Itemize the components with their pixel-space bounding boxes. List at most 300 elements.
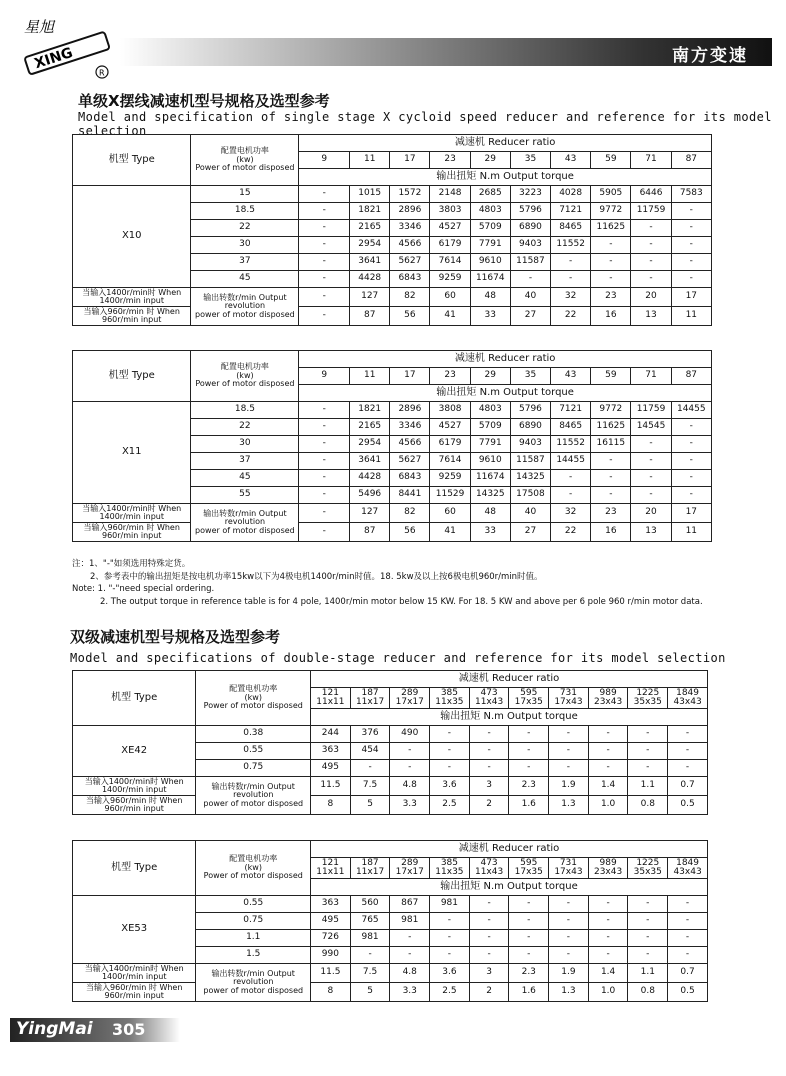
rev-cell: 2 bbox=[469, 796, 509, 815]
torque-cell: - bbox=[469, 913, 509, 930]
torque-cell: 3223 bbox=[510, 186, 550, 203]
ratio-value: 595 bbox=[520, 857, 538, 868]
torque-cell: 16115 bbox=[591, 436, 631, 453]
rev-cell: 16 bbox=[591, 307, 631, 326]
rev-cell: 48 bbox=[470, 504, 510, 523]
output-rev-label: 输出转数r/min Output revolution bbox=[211, 968, 295, 987]
note-line: 2、参考表中的输出扭矩是按电机功率15kw以下为4极电机1400r/min时值。18. 5kw及以上按6极电机960r/min时值。 bbox=[90, 571, 543, 582]
output-power-label: power of motor disposed bbox=[203, 985, 304, 995]
rev-cell: 33 bbox=[470, 307, 510, 326]
torque-cell: 14455 bbox=[551, 453, 591, 470]
torque-cell: 765 bbox=[350, 913, 390, 930]
torque-cell: - bbox=[430, 930, 470, 947]
torque-cell: 5496 bbox=[350, 487, 390, 504]
logo-mark: XING bbox=[32, 44, 75, 73]
torque-cell: - bbox=[668, 760, 708, 777]
rev-cell: 32 bbox=[551, 504, 591, 523]
rev-cell: 82 bbox=[390, 288, 430, 307]
output-rev-header bbox=[196, 777, 311, 815]
torque-cell: 5796 bbox=[510, 402, 550, 419]
single-stage-title-en: Model and specification of single stage X cycloid speed reducer and reference for its model selection bbox=[78, 110, 772, 138]
ratio-cell bbox=[390, 858, 430, 879]
power-cell: 18.5 bbox=[191, 203, 299, 220]
torque-cell: - bbox=[631, 220, 671, 237]
torque-cell: - bbox=[671, 220, 711, 237]
output-rev-header bbox=[191, 504, 299, 542]
torque-cell: 9403 bbox=[510, 237, 550, 254]
rev-cell: 16 bbox=[591, 523, 631, 542]
torque-cell: 3641 bbox=[350, 453, 390, 470]
ratio-value: 1225 bbox=[636, 687, 660, 698]
power-cell: 1.1 bbox=[196, 930, 311, 947]
torque-cell: - bbox=[469, 947, 509, 964]
power-label-unit: (kw) bbox=[236, 154, 254, 164]
torque-cell: 5627 bbox=[390, 254, 430, 271]
ratio-cell bbox=[668, 858, 708, 879]
rev-cell: 1.3 bbox=[549, 796, 589, 815]
torque-cell: 9772 bbox=[591, 203, 631, 220]
banner-title: 南方变速 bbox=[672, 46, 748, 66]
rev-cell: 1.1 bbox=[628, 777, 668, 796]
rev-cell: 60 bbox=[430, 288, 470, 307]
power-cell: 0.55 bbox=[196, 743, 311, 760]
rev-cell: 60 bbox=[430, 504, 470, 523]
ratio-cell bbox=[311, 688, 351, 709]
torque-cell: 8441 bbox=[390, 487, 430, 504]
torque-cell: - bbox=[668, 947, 708, 964]
rev-cell: 22 bbox=[551, 523, 591, 542]
ratio-factors: 43x43 bbox=[673, 867, 702, 877]
ratio-cell: 17 bbox=[390, 152, 430, 169]
rev-cell: 5 bbox=[350, 796, 390, 815]
rev-cell: 1.9 bbox=[549, 964, 589, 983]
ratio-value: 473 bbox=[480, 857, 498, 868]
torque-cell: - bbox=[430, 743, 470, 760]
rev-cell: 2.3 bbox=[509, 777, 549, 796]
rev-cell: 4.8 bbox=[390, 964, 430, 983]
torque-cell: 2685 bbox=[470, 186, 510, 203]
power-cell: 22 bbox=[191, 419, 299, 436]
torque-cell: 560 bbox=[350, 896, 390, 913]
ratio-value: 473 bbox=[480, 687, 498, 698]
torque-cell: 4428 bbox=[350, 470, 390, 487]
power-cell: 30 bbox=[191, 436, 299, 453]
model-name: X10 bbox=[73, 186, 191, 288]
output-power-label: power of motor disposed bbox=[203, 798, 304, 808]
rev-cell: 41 bbox=[430, 523, 470, 542]
output-rev-header bbox=[191, 288, 299, 326]
brand-logo bbox=[20, 14, 116, 82]
torque-cell: - bbox=[299, 419, 350, 436]
header-banner bbox=[120, 38, 772, 66]
torque-cell: - bbox=[628, 913, 668, 930]
torque-cell: - bbox=[509, 896, 549, 913]
torque-cell: - bbox=[628, 726, 668, 743]
rev-cell: 1.4 bbox=[588, 964, 628, 983]
torque-cell: - bbox=[549, 760, 589, 777]
power-header bbox=[196, 841, 311, 896]
torque-cell: - bbox=[671, 254, 711, 271]
output-rev-label: 输出转数r/min Output revolution bbox=[203, 292, 287, 311]
torque-cell: - bbox=[668, 896, 708, 913]
note-line: Note: 1. "-"need special ordering. bbox=[72, 584, 215, 594]
ratio-value: 1225 bbox=[636, 857, 660, 868]
torque-cell: 490 bbox=[390, 726, 430, 743]
torque-cell: 11552 bbox=[551, 436, 591, 453]
torque-cell: - bbox=[549, 947, 589, 964]
torque-cell: 11587 bbox=[510, 453, 550, 470]
ratio-value: 731 bbox=[559, 857, 578, 868]
rev-cell: 0.5 bbox=[668, 796, 708, 815]
torque-cell: 11529 bbox=[430, 487, 470, 504]
torque-cell: - bbox=[509, 947, 549, 964]
torque-cell: - bbox=[631, 436, 671, 453]
torque-cell: 1821 bbox=[350, 402, 390, 419]
torque-cell: - bbox=[628, 760, 668, 777]
rev-cell: 1.6 bbox=[509, 983, 549, 1002]
torque-cell: - bbox=[549, 930, 589, 947]
power-cell: 45 bbox=[191, 271, 299, 288]
torque-cell: 9259 bbox=[430, 470, 470, 487]
torque-cell: - bbox=[631, 237, 671, 254]
torque-cell: - bbox=[509, 743, 549, 760]
power-label-unit: (kw) bbox=[244, 862, 262, 872]
torque-cell: - bbox=[469, 760, 509, 777]
rev-cell: 1.4 bbox=[588, 777, 628, 796]
torque-cell: 7791 bbox=[470, 436, 510, 453]
torque-cell: 1572 bbox=[390, 186, 430, 203]
torque-cell: 4527 bbox=[430, 220, 470, 237]
torque-cell: - bbox=[591, 237, 631, 254]
ratio-header: 减速机 Reducer ratio bbox=[311, 841, 708, 858]
notes bbox=[72, 558, 703, 608]
torque-cell: 726 bbox=[311, 930, 351, 947]
rev-cell: 7.5 bbox=[350, 777, 390, 796]
ratio-value: 989 bbox=[599, 687, 617, 698]
rev-cell: 17 bbox=[671, 288, 711, 307]
rev-cell: - bbox=[299, 504, 350, 523]
ratio-cell bbox=[430, 858, 470, 879]
rev-cell: 20 bbox=[631, 288, 671, 307]
torque-cell: 14545 bbox=[631, 419, 671, 436]
ratio-factors: 11x35 bbox=[435, 867, 464, 877]
ratio-cell bbox=[549, 858, 589, 879]
torque-cell: 5796 bbox=[510, 203, 550, 220]
rev-cell: 8 bbox=[311, 983, 351, 1002]
torque-cell: - bbox=[299, 220, 350, 237]
double-stage-table-xe42 bbox=[72, 670, 708, 815]
output-power-label: power of motor disposed bbox=[195, 525, 295, 535]
logo-text: 星旭 bbox=[24, 18, 55, 36]
ratio-value: 989 bbox=[599, 857, 617, 868]
ratio-factors: 17x35 bbox=[514, 867, 543, 877]
ratio-cell: 11 bbox=[350, 368, 390, 385]
rev-cell: 11.5 bbox=[311, 777, 351, 796]
rev-cell: 1.1 bbox=[628, 964, 668, 983]
rev-cell: 0.8 bbox=[628, 983, 668, 1002]
torque-cell: 1015 bbox=[350, 186, 390, 203]
torque-cell: 981 bbox=[430, 896, 470, 913]
rev-cell: 56 bbox=[390, 523, 430, 542]
torque-cell: - bbox=[299, 237, 350, 254]
ratio-value: 595 bbox=[520, 687, 538, 698]
ratio-value: 731 bbox=[559, 687, 578, 698]
ratio-factors: 17x17 bbox=[395, 867, 424, 877]
torque-cell: 3346 bbox=[390, 419, 430, 436]
torque-cell: - bbox=[671, 203, 711, 220]
torque-cell: - bbox=[299, 487, 350, 504]
power-label-en: Power of motor disposed bbox=[203, 701, 303, 711]
torque-cell: 2148 bbox=[430, 186, 470, 203]
torque-cell: 376 bbox=[350, 726, 390, 743]
torque-cell: - bbox=[299, 453, 350, 470]
torque-cell: 5905 bbox=[591, 186, 631, 203]
torque-cell: 4028 bbox=[551, 186, 591, 203]
rev-cell: 0.5 bbox=[668, 983, 708, 1002]
torque-cell: 5709 bbox=[470, 419, 510, 436]
ratio-factors: 11x11 bbox=[316, 867, 345, 877]
torque-cell: - bbox=[671, 271, 711, 288]
torque-cell: - bbox=[390, 760, 430, 777]
rev-cell: 56 bbox=[390, 307, 430, 326]
ratio-cell: 87 bbox=[671, 368, 711, 385]
torque-cell: - bbox=[591, 453, 631, 470]
torque-cell: - bbox=[469, 930, 509, 947]
power-label-cn: 配置电机功率 bbox=[229, 854, 278, 864]
torque-cell: 11552 bbox=[551, 237, 591, 254]
ratio-cell bbox=[469, 688, 509, 709]
torque-cell: - bbox=[631, 487, 671, 504]
torque-cell: - bbox=[469, 743, 509, 760]
torque-cell: - bbox=[588, 896, 628, 913]
ratio-cell bbox=[588, 688, 628, 709]
torque-cell: 7614 bbox=[430, 453, 470, 470]
torque-header: 输出扭矩 N.m Output torque bbox=[299, 385, 712, 402]
torque-cell: 454 bbox=[350, 743, 390, 760]
rev-cell: 1.6 bbox=[509, 796, 549, 815]
torque-cell: 6446 bbox=[631, 186, 671, 203]
rev-cell: 3.6 bbox=[430, 777, 470, 796]
torque-cell: 2896 bbox=[390, 203, 430, 220]
input-1400-label: 当输入1400r/min时 When 1400r/min input bbox=[73, 504, 191, 523]
ratio-cell: 71 bbox=[631, 152, 671, 169]
ratio-factors: 11x43 bbox=[474, 697, 504, 707]
output-rev-label: 输出转数r/min Output revolution bbox=[203, 508, 287, 527]
torque-cell: - bbox=[631, 453, 671, 470]
rev-cell: 87 bbox=[350, 523, 390, 542]
input-960-label: 当输入960r/min 时 When 960r/min input bbox=[73, 983, 196, 1002]
torque-cell: - bbox=[390, 947, 430, 964]
footer-bar bbox=[10, 1018, 180, 1042]
ratio-factors: 17x35 bbox=[514, 697, 543, 707]
torque-cell: - bbox=[671, 487, 711, 504]
torque-cell: 363 bbox=[311, 896, 351, 913]
input-1400-label: 当输入1400r/min时 When 1400r/min input bbox=[73, 288, 191, 307]
ratio-cell: 59 bbox=[591, 152, 631, 169]
ratio-factors: 11x11 bbox=[316, 697, 345, 707]
torque-cell: 244 bbox=[311, 726, 351, 743]
torque-cell: - bbox=[549, 743, 589, 760]
torque-cell: 7121 bbox=[551, 402, 591, 419]
ratio-cell bbox=[509, 688, 549, 709]
rev-cell: 32 bbox=[551, 288, 591, 307]
rev-cell: - bbox=[299, 523, 350, 542]
torque-header: 输出扭矩 N.m Output torque bbox=[311, 709, 708, 726]
torque-cell: - bbox=[509, 726, 549, 743]
power-cell: 45 bbox=[191, 470, 299, 487]
torque-cell: 3808 bbox=[430, 402, 470, 419]
torque-cell: 11759 bbox=[631, 203, 671, 220]
ratio-cell bbox=[668, 688, 708, 709]
torque-cell: 2165 bbox=[350, 220, 390, 237]
ratio-value: 385 bbox=[440, 857, 458, 868]
torque-cell: - bbox=[671, 436, 711, 453]
torque-cell: 3803 bbox=[430, 203, 470, 220]
torque-cell: - bbox=[628, 930, 668, 947]
torque-cell: 7583 bbox=[671, 186, 711, 203]
rev-cell: 11 bbox=[671, 307, 711, 326]
torque-cell: 5627 bbox=[390, 453, 430, 470]
torque-cell: 11587 bbox=[510, 254, 550, 271]
ratio-value: 121 bbox=[321, 857, 339, 868]
torque-cell: 2165 bbox=[350, 419, 390, 436]
ratio-factors: 17x43 bbox=[554, 867, 583, 877]
ratio-cell: 9 bbox=[299, 152, 350, 169]
torque-cell: 8465 bbox=[551, 419, 591, 436]
torque-cell: - bbox=[299, 436, 350, 453]
ratio-cell: 35 bbox=[510, 152, 550, 169]
torque-cell: 7791 bbox=[470, 237, 510, 254]
torque-cell: 14455 bbox=[671, 402, 711, 419]
rev-cell: 27 bbox=[510, 523, 550, 542]
rev-cell: 3.6 bbox=[430, 964, 470, 983]
torque-cell: 7614 bbox=[430, 254, 470, 271]
torque-cell: 4803 bbox=[470, 402, 510, 419]
ratio-cell bbox=[509, 858, 549, 879]
torque-cell: 363 bbox=[311, 743, 351, 760]
torque-cell: - bbox=[668, 913, 708, 930]
ratio-header: 减速机 Reducer ratio bbox=[299, 351, 712, 368]
torque-cell: 14325 bbox=[470, 487, 510, 504]
ratio-cell: 23 bbox=[430, 152, 470, 169]
ratio-value: 289 bbox=[401, 687, 419, 698]
rev-cell: 48 bbox=[470, 288, 510, 307]
torque-cell: 990 bbox=[311, 947, 351, 964]
rev-cell: 11 bbox=[671, 523, 711, 542]
torque-cell: 9772 bbox=[591, 402, 631, 419]
rev-cell: 1.9 bbox=[549, 777, 589, 796]
double-stage-table-xe53 bbox=[72, 840, 708, 1002]
torque-cell: - bbox=[551, 271, 591, 288]
note-line: 2. The output torque in reference table is for 4 pole, 1400r/min motor below 15 KW. For 18. 5 KW and above per 6 pole 960 r/min motor data. bbox=[100, 596, 703, 607]
single-stage-table-x11 bbox=[72, 350, 712, 542]
ratio-factors: 17x17 bbox=[395, 697, 424, 707]
ratio-cell bbox=[350, 858, 390, 879]
torque-cell: - bbox=[631, 271, 671, 288]
rev-cell: 8 bbox=[311, 796, 351, 815]
torque-cell: - bbox=[469, 726, 509, 743]
rev-cell: 1.3 bbox=[549, 983, 589, 1002]
torque-cell: - bbox=[299, 203, 350, 220]
ratio-value: 187 bbox=[361, 687, 379, 698]
torque-cell: 11625 bbox=[591, 419, 631, 436]
torque-cell: 2896 bbox=[390, 402, 430, 419]
ratio-cell: 23 bbox=[430, 368, 470, 385]
power-label-cn: 配置电机功率 bbox=[220, 362, 269, 372]
power-cell: 22 bbox=[191, 220, 299, 237]
torque-cell: - bbox=[668, 743, 708, 760]
rev-cell: 20 bbox=[631, 504, 671, 523]
torque-cell: 867 bbox=[390, 896, 430, 913]
torque-cell: 495 bbox=[311, 760, 351, 777]
ratio-cell bbox=[628, 688, 668, 709]
output-rev-header bbox=[196, 964, 311, 1002]
ratio-cell bbox=[430, 688, 470, 709]
rev-cell: - bbox=[299, 307, 350, 326]
ratio-cell bbox=[588, 858, 628, 879]
rev-cell: 33 bbox=[470, 523, 510, 542]
power-label-cn: 配置电机功率 bbox=[229, 684, 278, 694]
power-label-en: Power of motor disposed bbox=[195, 379, 295, 389]
torque-cell: 981 bbox=[350, 930, 390, 947]
ratio-cell: 35 bbox=[510, 368, 550, 385]
torque-cell: - bbox=[430, 726, 470, 743]
torque-cell: - bbox=[430, 760, 470, 777]
output-rev-label: 输出转数r/min Output revolution bbox=[211, 781, 295, 800]
note-line: 注：1、"-"如须选用特殊定货。 bbox=[72, 559, 191, 569]
rev-cell: 7.5 bbox=[350, 964, 390, 983]
rev-cell: 2 bbox=[469, 983, 509, 1002]
rev-cell: 2.5 bbox=[430, 796, 470, 815]
rev-cell: 3 bbox=[469, 964, 509, 983]
power-cell: 0.75 bbox=[196, 760, 311, 777]
rev-cell: 87 bbox=[350, 307, 390, 326]
torque-cell: 9610 bbox=[470, 453, 510, 470]
power-cell: 15 bbox=[191, 186, 299, 203]
ratio-cell bbox=[628, 858, 668, 879]
rev-cell: 13 bbox=[631, 307, 671, 326]
torque-cell: - bbox=[628, 947, 668, 964]
torque-cell: 2954 bbox=[350, 436, 390, 453]
input-960-label: 当输入960r/min 时 When 960r/min input bbox=[73, 523, 191, 542]
torque-cell: - bbox=[551, 470, 591, 487]
power-header bbox=[196, 671, 311, 726]
model-header: 机型 Type bbox=[73, 351, 191, 402]
power-cell: 0.75 bbox=[196, 913, 311, 930]
torque-cell: - bbox=[469, 896, 509, 913]
torque-cell: 495 bbox=[311, 913, 351, 930]
torque-cell: - bbox=[671, 419, 711, 436]
power-cell: 37 bbox=[191, 254, 299, 271]
torque-cell: 14325 bbox=[510, 470, 550, 487]
model-name: XE42 bbox=[73, 726, 196, 777]
torque-cell: - bbox=[299, 186, 350, 203]
torque-cell: - bbox=[588, 726, 628, 743]
torque-cell: - bbox=[299, 271, 350, 288]
torque-cell: - bbox=[430, 947, 470, 964]
torque-cell: 11759 bbox=[631, 402, 671, 419]
torque-cell: - bbox=[591, 487, 631, 504]
ratio-value: 1849 bbox=[676, 857, 699, 868]
ratio-cell: 59 bbox=[591, 368, 631, 385]
rev-cell: 2.3 bbox=[509, 964, 549, 983]
ratio-cell: 87 bbox=[671, 152, 711, 169]
torque-cell: - bbox=[299, 402, 350, 419]
rev-cell: 1.0 bbox=[588, 796, 628, 815]
ratio-cell bbox=[469, 858, 509, 879]
power-cell: 1.5 bbox=[196, 947, 311, 964]
torque-cell: - bbox=[549, 726, 589, 743]
